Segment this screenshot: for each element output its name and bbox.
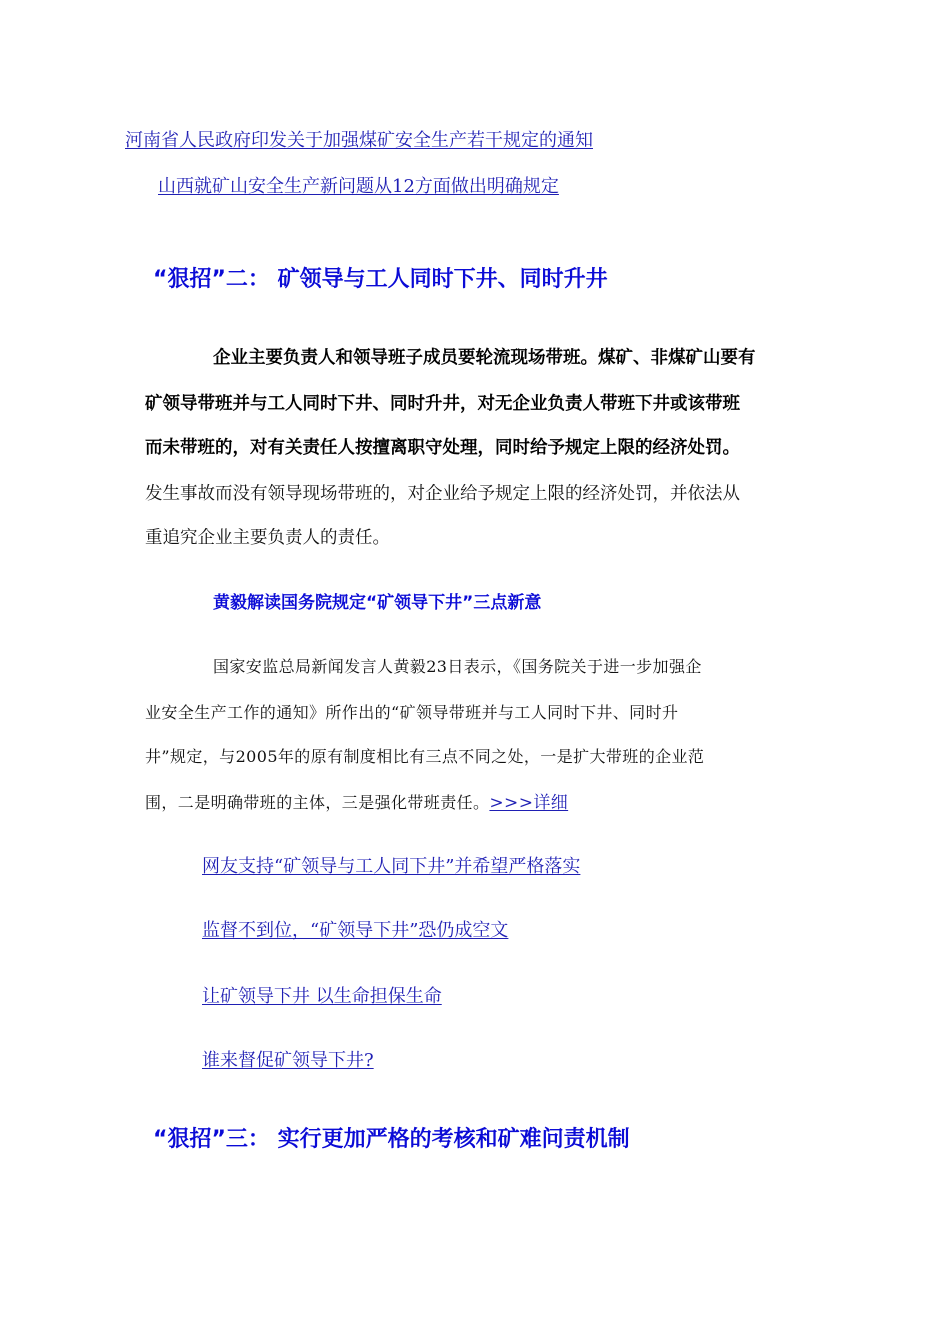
news-line-4 <box>145 788 568 813</box>
section-2-bold-line-2: 矿领导带班并与工人同时下井、同时升井，对无企业负责人带班下井或该带班 <box>145 394 740 414</box>
news-line-3: 井”规定，与2005年的原有制度相比有三点不同之处，一是扩大带班的企业范 <box>145 747 705 766</box>
related-link-who-supervises[interactable]: 谁来督促矿领导下井? <box>202 1050 374 1071</box>
related-link-supervision[interactable]: 监督不到位，“矿领导下井”恐仍成空文 <box>202 920 509 941</box>
section-2-plain-line-2: 重追究企业主要负责人的责任。 <box>145 528 390 548</box>
section-2-bold-line-1: 企业主要负责人和领导班子成员要轮流现场带班。煤矿、非煤矿山要有 <box>213 348 756 368</box>
related-link-life-guarantee[interactable]: 让矿领导下井 以生命担保生命 <box>202 986 442 1007</box>
top-link-shanxi-regulations[interactable]: 山西就矿山安全生产新问题从12方面做出明确规定 <box>158 176 559 197</box>
news-title: 黄毅解读国务院规定“矿领导下井”三点新意 <box>213 593 542 613</box>
news-line-1: 国家安监总局新闻发言人黄毅23日表示，《国务院关于进一步加强企 <box>213 657 702 676</box>
top-link-henan-notice[interactable]: 河南省人民政府印发关于加强煤矿安全生产若干规定的通知 <box>125 130 593 151</box>
news-more-link[interactable]: >>>详细 <box>489 793 569 813</box>
section-2-heading: “狠招”二： 矿领导与工人同时下井、同时升井 <box>153 267 608 292</box>
section-2-plain-line-1: 发生事故而没有领导现场带班的，对企业给予规定上限的经济处罚，并依法从 <box>145 484 740 504</box>
news-line-4-text: 围，二是明确带班的主体，三是强化带班责任。 <box>145 793 490 812</box>
section-2-bold-line-3: 而未带班的，对有关责任人按擅离职守处理，同时给予规定上限的经济处罚。 <box>145 438 740 458</box>
related-link-netizens-support[interactable]: 网友支持“矿领导与工人同下井”并希望严格落实 <box>202 856 581 877</box>
news-line-2: 业安全生产工作的通知》所作出的“矿领导带班并与工人同时下井、同时升 <box>145 703 679 722</box>
section-3-heading: “狠招”三： 实行更加严格的考核和矿难问责机制 <box>153 1127 630 1152</box>
